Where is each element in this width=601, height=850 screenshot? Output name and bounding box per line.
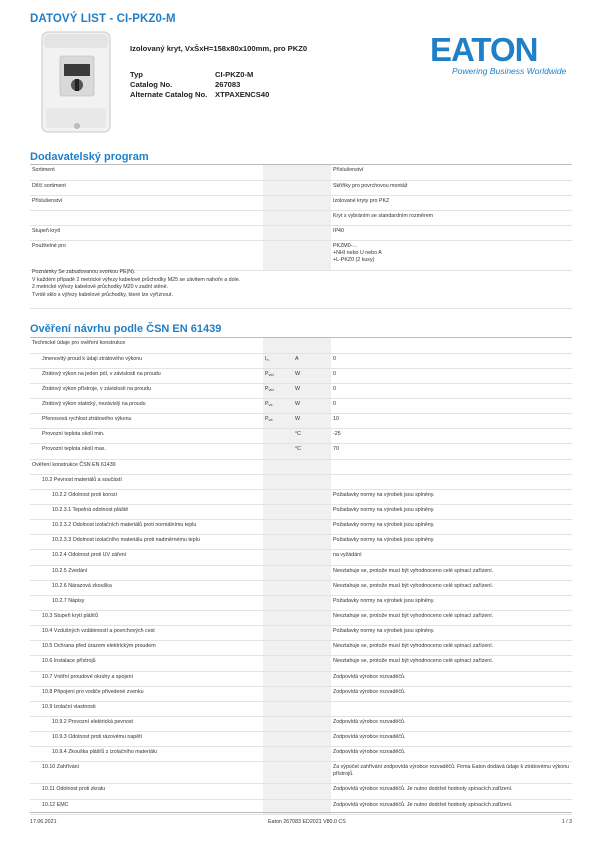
row-label: Ztrátový výkon na jeden pól, v závislosti na proudu bbox=[30, 368, 263, 383]
table-row bbox=[30, 353, 572, 368]
row-unit: A bbox=[293, 353, 331, 368]
row-value: 10 bbox=[331, 414, 572, 429]
table-row bbox=[30, 505, 572, 520]
footer-page-number: 1 / 3 bbox=[561, 819, 572, 825]
row-unit bbox=[293, 535, 331, 550]
table-row bbox=[30, 165, 572, 180]
row-value bbox=[331, 338, 572, 353]
row-label: 10.2 Pevnost materiálů a součástí bbox=[30, 474, 263, 489]
row-unit bbox=[293, 520, 331, 535]
row-value: Nevztahuje se, protože musí být vyhodnoceno celé spínací zařízení. bbox=[331, 611, 572, 626]
row-value bbox=[331, 474, 572, 489]
row-label: Ztrátový výkon statický, nezávislý na proudu bbox=[30, 399, 263, 414]
row-unit bbox=[293, 717, 331, 732]
row-label: 10.2.2 Odolnost proti korozi bbox=[30, 489, 263, 504]
row-label: 10.2.5 Zvedání bbox=[30, 565, 263, 580]
row-symbol bbox=[263, 474, 293, 489]
row-unit bbox=[293, 195, 331, 210]
row-unit bbox=[293, 225, 331, 240]
row-value: 0 bbox=[331, 353, 572, 368]
row-unit bbox=[293, 550, 331, 565]
row-unit bbox=[293, 686, 331, 701]
symbol-subscript: vid bbox=[268, 371, 274, 377]
row-label: Provozní teplota okolí min. bbox=[30, 429, 263, 444]
row-value: Nevztahuje se, protože musí být vyhodnoceno celé spínací zařízení. bbox=[331, 580, 572, 595]
row-value: na vyžádání bbox=[331, 550, 572, 565]
row-unit bbox=[293, 505, 331, 520]
table-row bbox=[30, 565, 572, 580]
row-value: 0 bbox=[331, 383, 572, 398]
row-unit bbox=[293, 474, 331, 489]
row-label: 10.2.7 Nápisy bbox=[30, 595, 263, 610]
row-label: Jmenovitý proud k údaji ztrátového výkonu bbox=[30, 353, 263, 368]
info-value: XTPAXENCS40 bbox=[215, 90, 270, 99]
row-symbol bbox=[263, 240, 293, 270]
table-row bbox=[30, 444, 572, 459]
symbol-letter: P bbox=[265, 370, 269, 377]
row-value-line: PKZM0-… bbox=[333, 242, 358, 249]
row-symbol bbox=[263, 399, 293, 414]
table-row bbox=[30, 656, 572, 671]
row-value: Skříňky pro povrchovou montáž bbox=[331, 180, 572, 195]
table-row bbox=[30, 520, 572, 535]
row-symbol bbox=[263, 505, 293, 520]
row-value bbox=[331, 701, 572, 716]
row-label: 10.2.3.1 Tepelná odolnost pláště bbox=[30, 505, 263, 520]
row-label: Ztrátový výkon přístroje, v závislosti na proudu bbox=[30, 383, 263, 398]
row-value: Zodpovídá výrobce rozvaděčů. Je nutno dodržet hodnoty spínacích zařízení. bbox=[331, 799, 572, 814]
table-row bbox=[30, 732, 572, 747]
row-label: 10.4 Vzdušných vzdáleností a povrchových cest bbox=[30, 626, 263, 641]
product-info-grid bbox=[130, 70, 315, 100]
row-label: 10.7 Vnitřní proudové okruhy a spojení bbox=[30, 671, 263, 686]
info-key: Alternate Catalog No. bbox=[130, 90, 208, 99]
table-row bbox=[30, 784, 572, 799]
info-row-type bbox=[130, 70, 315, 80]
notes-block bbox=[30, 267, 572, 309]
document-title: DATOVÝ LIST - CI-PKZ0-M bbox=[30, 13, 176, 25]
row-label: 10.9 Izolační vlastnosti bbox=[30, 701, 263, 716]
table-row bbox=[30, 747, 572, 762]
row-symbol bbox=[263, 717, 293, 732]
table-row bbox=[30, 474, 572, 489]
row-value bbox=[331, 459, 572, 474]
row-symbol bbox=[263, 353, 293, 368]
note-line: V každém případě 2 metrické výřezy kabelové průchodky M25 se závitem nahoře a dole. bbox=[32, 276, 241, 283]
row-label: Dílčí sortiment bbox=[30, 180, 263, 195]
row-unit bbox=[293, 747, 331, 762]
row-label: 10.2.3.2 Odolnost izolačních materiálů proti normálnímu teplu bbox=[30, 520, 263, 535]
row-label: 10.2.6 Nárazová zkouška bbox=[30, 580, 263, 595]
row-unit bbox=[293, 732, 331, 747]
row-label: Stupeň krytí bbox=[30, 225, 263, 240]
symbol-subscript: ve bbox=[268, 417, 273, 423]
row-value: Kryt s vybráním se standardním rozměrem bbox=[331, 210, 572, 225]
row-symbol bbox=[263, 210, 293, 225]
row-symbol bbox=[263, 368, 293, 383]
row-unit bbox=[293, 595, 331, 610]
row-symbol bbox=[263, 383, 293, 398]
note-line: Tvrdé sklo s výřezy kabelové průchodky, které lze vyříznout. bbox=[32, 291, 173, 298]
row-unit bbox=[293, 611, 331, 626]
row-symbol bbox=[263, 535, 293, 550]
table-row bbox=[30, 338, 572, 353]
section-title-supplier-program: Dodavatelský program bbox=[30, 151, 149, 163]
info-key: Catalog No. bbox=[130, 80, 173, 89]
row-symbol bbox=[263, 444, 293, 459]
row-unit bbox=[293, 165, 331, 180]
row-value: Požadavky normy na výrobek jsou splněny. bbox=[331, 595, 572, 610]
row-symbol bbox=[263, 732, 293, 747]
row-value: Izolované kryty pro PKZ bbox=[331, 195, 572, 210]
row-label: 10.5 Ochrana před úrazem elektrickým proudem bbox=[30, 641, 263, 656]
row-symbol bbox=[263, 641, 293, 656]
row-value: Zodpovídá výrobce rozvaděčů. bbox=[331, 717, 572, 732]
row-unit bbox=[293, 626, 331, 641]
footer-document-id: Eaton 267083 ED2021 V80.0 CS bbox=[268, 819, 346, 825]
table-row bbox=[30, 686, 572, 701]
row-symbol bbox=[263, 580, 293, 595]
symbol-subscript: vid bbox=[268, 386, 274, 392]
row-symbol bbox=[263, 165, 293, 180]
table-row bbox=[30, 611, 572, 626]
symbol-letter: P bbox=[265, 416, 269, 423]
row-value: -25 bbox=[331, 429, 572, 444]
row-value: Požadavky normy na výrobek jsou splněny. bbox=[331, 535, 572, 550]
table-row bbox=[30, 717, 572, 732]
row-value: Zodpovídá výrobce rozvaděčů. bbox=[331, 747, 572, 762]
row-value: 0 bbox=[331, 368, 572, 383]
table-row bbox=[30, 459, 572, 474]
product-description: Izolovaný kryt, VxŠxH=158x80x100mm, pro PKZ0 bbox=[130, 44, 308, 53]
table-row bbox=[30, 414, 572, 429]
table-row bbox=[30, 489, 572, 504]
row-symbol bbox=[263, 459, 293, 474]
row-symbol bbox=[263, 520, 293, 535]
row-label: 10.9.3 Odolnost proti rázovému napětí bbox=[30, 732, 263, 747]
row-value: Požadavky normy na výrobek jsou splněny. bbox=[331, 626, 572, 641]
row-unit: W bbox=[293, 399, 331, 414]
table-row bbox=[30, 368, 572, 383]
info-row-alt-catalog bbox=[130, 90, 315, 100]
row-symbol bbox=[263, 550, 293, 565]
row-unit bbox=[293, 641, 331, 656]
row-unit bbox=[293, 701, 331, 716]
row-symbol bbox=[263, 762, 293, 784]
symbol-letter: P bbox=[265, 385, 269, 392]
row-symbol bbox=[263, 565, 293, 580]
row-label: 10.3 Stupeň krytí plášťů bbox=[30, 611, 263, 626]
design-verification-table bbox=[30, 338, 572, 815]
row-symbol bbox=[263, 686, 293, 701]
symbol-subscript: n bbox=[266, 356, 269, 362]
table-row bbox=[30, 580, 572, 595]
row-value: Požadavky normy na výrobek jsou splněny. bbox=[331, 489, 572, 504]
row-value: Zodpovídá výrobce rozvaděčů. bbox=[331, 686, 572, 701]
row-unit bbox=[293, 180, 331, 195]
row-value: Požadavky normy na výrobek jsou splněny. bbox=[331, 520, 572, 535]
row-value-multiline bbox=[331, 240, 572, 270]
row-value: Nevztahuje se, protože musí být vyhodnoceno celé spínací zařízení. bbox=[331, 641, 572, 656]
footer-date: 17.06.2021 bbox=[30, 819, 57, 825]
row-unit bbox=[293, 459, 331, 474]
info-row-catalog bbox=[130, 80, 315, 90]
row-symbol bbox=[263, 671, 293, 686]
row-symbol bbox=[263, 489, 293, 504]
row-unit: W bbox=[293, 383, 331, 398]
page-footer bbox=[30, 812, 572, 826]
info-key: Typ bbox=[130, 70, 143, 79]
table-row bbox=[30, 225, 572, 240]
row-label: 10.10 Zahřívání bbox=[30, 762, 263, 784]
table-row bbox=[30, 626, 572, 641]
symbol-letter: I bbox=[265, 355, 267, 362]
section-title-design-verification: Ověření návrhu podle ČSN EN 61439 bbox=[30, 323, 222, 335]
table-row bbox=[30, 383, 572, 398]
row-symbol bbox=[263, 429, 293, 444]
row-symbol bbox=[263, 656, 293, 671]
row-symbol bbox=[263, 225, 293, 240]
table-row bbox=[30, 641, 572, 656]
table-row bbox=[30, 240, 572, 270]
row-label: 10.9.2 Provozní elektrická pevnost bbox=[30, 717, 263, 732]
row-label: Ověření konstrukce ČSN EN 61439 bbox=[30, 459, 263, 474]
table-row bbox=[30, 595, 572, 610]
row-value-line: +NHI nebo U nebo A bbox=[333, 249, 382, 256]
row-symbol bbox=[263, 180, 293, 195]
row-label: Příslušenství bbox=[30, 195, 263, 210]
row-value: Nevztahuje se, protože musí být vyhodnoceno celé spínací zařízení. bbox=[331, 565, 572, 580]
row-unit: °C bbox=[293, 444, 331, 459]
row-value: Nevztahuje se, protože musí být vyhodnoceno celé spínací zařízení. bbox=[331, 656, 572, 671]
row-label: Sortiment bbox=[30, 165, 263, 180]
symbol-letter: P bbox=[265, 401, 269, 408]
table-row bbox=[30, 535, 572, 550]
row-symbol bbox=[263, 784, 293, 799]
table-row bbox=[30, 762, 572, 784]
row-label: 10.2.3.3 Odolnost izolačního materiálu proti nadměrnému teplu bbox=[30, 535, 263, 550]
row-label: Provozní teplota okolí max. bbox=[30, 444, 263, 459]
row-symbol bbox=[263, 611, 293, 626]
row-value: Zodpovídá výrobce rozvaděčů. bbox=[331, 732, 572, 747]
row-symbol bbox=[263, 414, 293, 429]
row-unit bbox=[293, 762, 331, 784]
row-value: 70 bbox=[331, 444, 572, 459]
row-label: 10.2.4 Odolnost proti UV záření bbox=[30, 550, 263, 565]
table-row bbox=[30, 701, 572, 716]
supplier-program-table bbox=[30, 165, 572, 271]
table-row bbox=[30, 180, 572, 195]
row-symbol bbox=[263, 747, 293, 762]
note-line: Poznámky Se zabudovanou svorkou PE(N). bbox=[32, 269, 136, 275]
table-row bbox=[30, 399, 572, 414]
row-label bbox=[30, 210, 263, 225]
note-line: 2 metrické výřezy kabelové průchodky M20 v zadní stěně. bbox=[32, 284, 169, 291]
row-unit bbox=[293, 580, 331, 595]
row-label: 10.8 Připojení pro vodiče přivedené zvenku bbox=[30, 686, 263, 701]
row-value-line: +L-PKZ0 (2 kusy) bbox=[333, 256, 375, 263]
row-value: Požadavky normy na výrobek jsou splněny. bbox=[331, 505, 572, 520]
row-symbol bbox=[263, 195, 293, 210]
row-symbol bbox=[263, 338, 293, 353]
row-symbol bbox=[263, 701, 293, 716]
row-value: IP40 bbox=[331, 225, 572, 240]
table-row bbox=[30, 671, 572, 686]
row-unit bbox=[293, 240, 331, 270]
row-unit: W bbox=[293, 414, 331, 429]
info-value: 267083 bbox=[215, 80, 241, 89]
row-value: Zodpovídá výrobce rozvaděčů. Je nutno dodržet hodnoty spínacích zařízení. bbox=[331, 784, 572, 799]
row-unit bbox=[293, 489, 331, 504]
row-value: 0 bbox=[331, 399, 572, 414]
row-label: Technické údaje pro ověření konstrukce bbox=[30, 338, 263, 353]
info-value: CI-PKZ0-M bbox=[215, 70, 254, 79]
row-unit bbox=[293, 656, 331, 671]
row-unit bbox=[293, 210, 331, 225]
symbol-subscript: vs bbox=[268, 402, 273, 408]
row-value: Za výpočet zahřívání zodpovídá výrobce rozvaděčů. Firma Eaton dodává údaje k ztrátovému výkonu přístrojů. bbox=[331, 762, 572, 784]
row-label: 10.9.4 Zkouška plášťů z izolačního materiálu bbox=[30, 747, 263, 762]
row-label: 10.11 Odolnost proti zkratu bbox=[30, 784, 263, 799]
table-row bbox=[30, 195, 572, 210]
logo-wordmark: EATON bbox=[430, 31, 538, 68]
row-unit bbox=[293, 338, 331, 353]
row-symbol bbox=[263, 595, 293, 610]
product-image bbox=[38, 30, 116, 138]
row-unit bbox=[293, 671, 331, 686]
row-unit bbox=[293, 784, 331, 799]
table-row bbox=[30, 210, 572, 225]
row-label: 10.12 EMC bbox=[30, 799, 263, 814]
table-row bbox=[30, 429, 572, 444]
row-value: Příslušenství bbox=[331, 165, 572, 180]
row-unit bbox=[293, 565, 331, 580]
row-unit: W bbox=[293, 368, 331, 383]
table-row bbox=[30, 550, 572, 565]
row-symbol bbox=[263, 626, 293, 641]
row-value: Zodpovídá výrobce rozvaděčů. bbox=[331, 671, 572, 686]
row-unit: °C bbox=[293, 429, 331, 444]
brand-tagline: Powering Business Worldwide bbox=[452, 66, 567, 76]
row-label: 10.6 Instalace přístrojů bbox=[30, 656, 263, 671]
row-label: Použitelné pro bbox=[30, 240, 263, 270]
row-label: Přenosová rychlost ztrátového výkonu bbox=[30, 414, 263, 429]
